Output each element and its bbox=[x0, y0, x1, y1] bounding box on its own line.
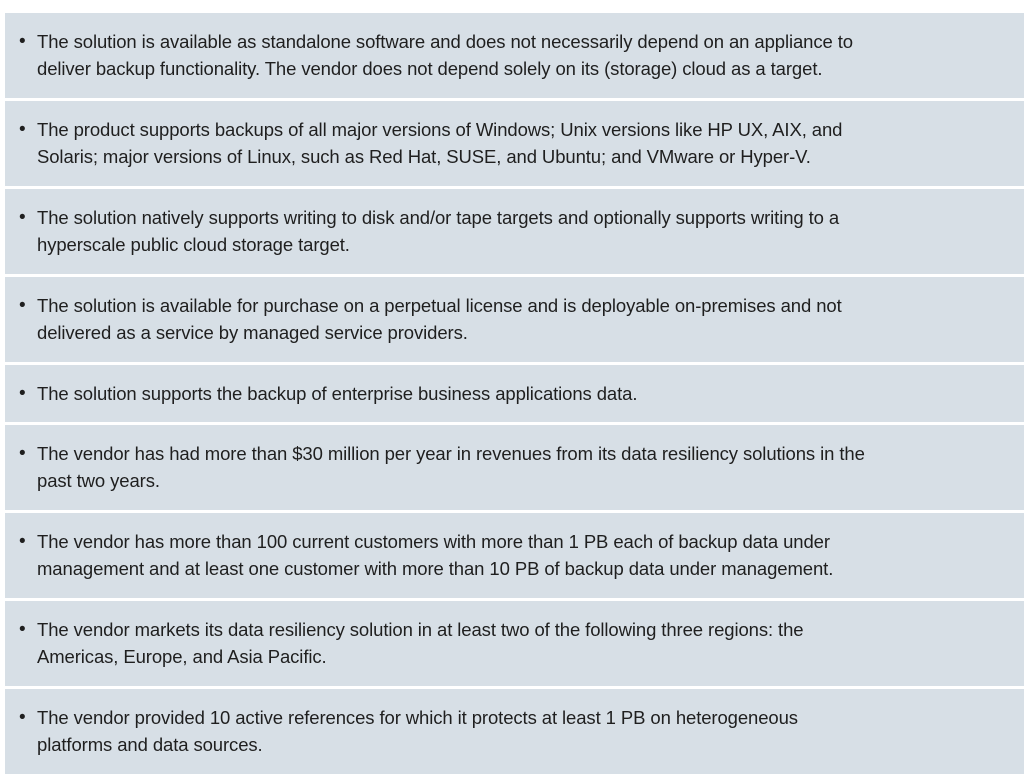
criteria-row bbox=[5, 513, 1024, 601]
criteria-line: The product supports backups of all major versions of Windows; Unix versions like HP UX, AIX, and bbox=[37, 119, 843, 140]
criteria-line: The solution supports the backup of enterprise business applications data. bbox=[37, 383, 638, 404]
criteria-line: platforms and data sources. bbox=[37, 734, 263, 755]
criteria-line: The vendor markets its data resiliency solution in at least two of the following three regions: the bbox=[37, 619, 804, 640]
bullet-marker: • bbox=[19, 119, 26, 140]
bullet-marker: • bbox=[19, 295, 26, 316]
bullet-marker: • bbox=[19, 707, 26, 728]
criteria-line: past two years. bbox=[37, 470, 160, 491]
criteria-row bbox=[5, 365, 1024, 425]
bullet-marker: • bbox=[19, 207, 26, 228]
criteria-line: The solution is available as standalone software and does not necessarily depend on an appliance to bbox=[37, 31, 853, 52]
bullet-marker: • bbox=[19, 443, 26, 464]
criteria-line: Americas, Europe, and Asia Pacific. bbox=[37, 646, 327, 667]
criteria-row bbox=[5, 277, 1024, 365]
criteria-row bbox=[5, 425, 1024, 513]
bullet-marker: • bbox=[19, 531, 26, 552]
criteria-row bbox=[5, 13, 1024, 101]
criteria-line: hyperscale public cloud storage target. bbox=[37, 234, 350, 255]
criteria-line: The solution is available for purchase on a perpetual license and is deployable on-premises and not bbox=[37, 295, 842, 316]
criteria-line: The vendor has had more than $30 million per year in revenues from its data resiliency solutions in the bbox=[37, 443, 865, 464]
criteria-row bbox=[5, 189, 1024, 277]
criteria-line: deliver backup functionality. The vendor does not depend solely on its (storage) cloud as a target. bbox=[37, 58, 823, 79]
criteria-row bbox=[5, 101, 1024, 189]
criteria-line: management and at least one customer with more than 10 PB of backup data under management. bbox=[37, 558, 834, 579]
bullet-marker: • bbox=[19, 31, 26, 52]
criteria-line: The vendor has more than 100 current customers with more than 1 PB each of backup data under bbox=[37, 531, 830, 552]
bullet-marker: • bbox=[19, 383, 26, 404]
criteria-line: delivered as a service by managed service providers. bbox=[37, 322, 468, 343]
criteria-row bbox=[5, 689, 1024, 777]
criteria-line: The solution natively supports writing to disk and/or tape targets and optionally supports writing to a bbox=[37, 207, 840, 228]
inclusion-criteria-table bbox=[5, 13, 1024, 777]
criteria-line: Solaris; major versions of Linux, such as Red Hat, SUSE, and Ubuntu; and VMware or Hyper-V. bbox=[37, 146, 811, 167]
bullet-marker: • bbox=[19, 619, 26, 640]
criteria-row bbox=[5, 601, 1024, 689]
criteria-line: The vendor provided 10 active references for which it protects at least 1 PB on heterogeneous bbox=[37, 707, 798, 728]
